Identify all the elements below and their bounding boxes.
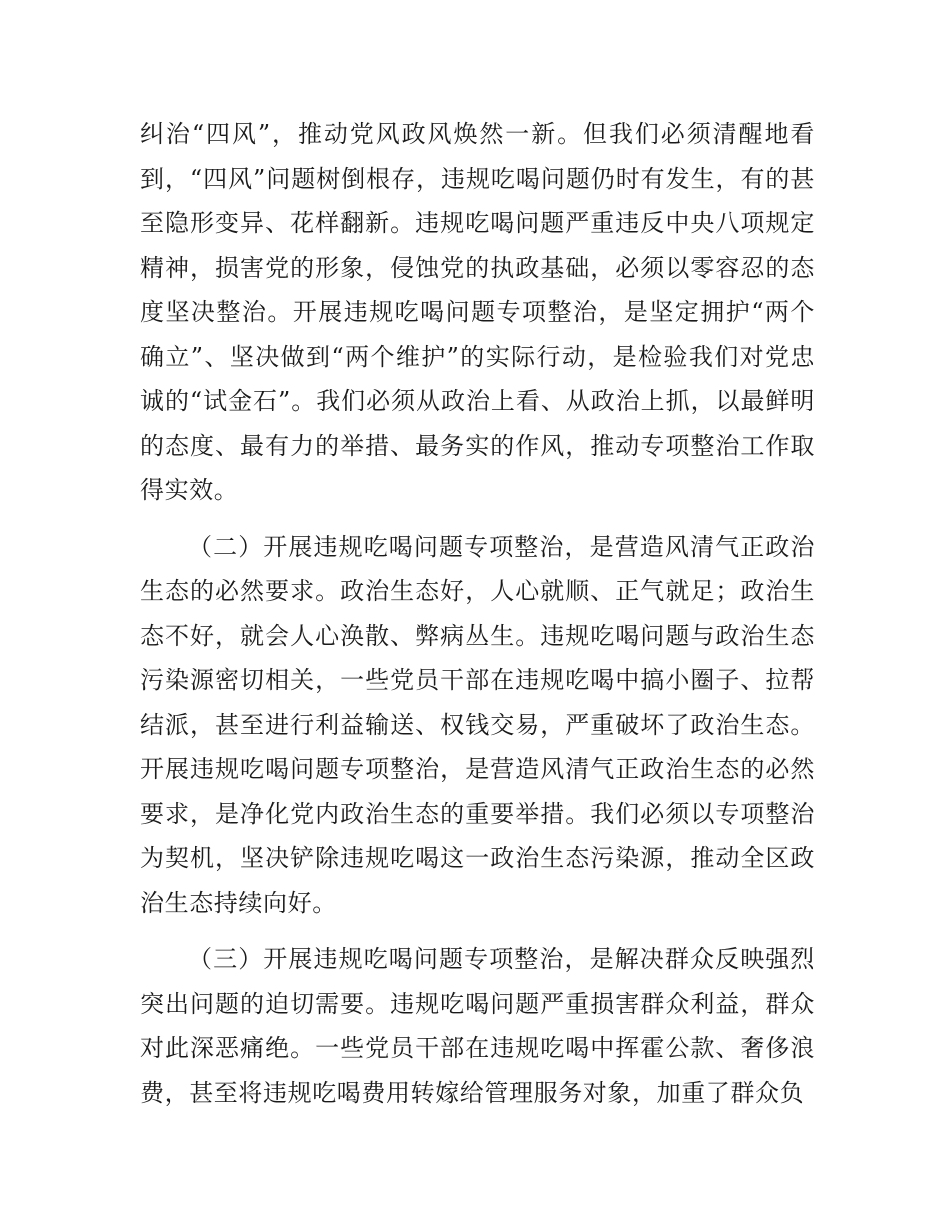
paragraph-section-three: （三）开展违规吃喝问题专项整治，是解决群众反映强烈突出问题的迫切需要。违规吃喝问题严重损害群众利益，群众对此深恶痛绝。一些党员干部在违规吃喝中挥霍公款、奢侈浪费，甚至将违规吃喝费用转嫁给管理服务对象，加重了群众负 <box>140 945 815 1107</box>
paragraph-continuation: 纠治“四风”，推动党风政风焕然一新。但我们必须清醒地看到，“四风”问题树倒根存，违规吃喝问题仍时有发生，有的甚至隐形变异、花样翻新。违规吃喝问题严重违反中央八项规定精神，损害党的形象，侵蚀党的执政基础，必须以零容忍的态度坚决整治。开展违规吃喝问题专项整治，是坚定拥护“两个确立”、坚决做到“两个维护”的实际行动，是检验我们对党忠诚的“试金石”。我们必须从政治上看、从政治上抓，以最鲜明的态度、最有力的举措、最务实的作风，推动专项整治工作取得实效。 <box>140 120 815 504</box>
document-body <box>140 112 815 1127</box>
paragraph-section-two: （二）开展违规吃喝问题专项整治，是营造风清气正政治生态的必然要求。政治生态好，人心就顺、正气就足；政治生态不好，就会人心涣散、弊病丛生。违规吃喝问题与政治生态污染源密切相关，一些党员干部在违规吃喝中搞小圈子、拉帮结派，甚至进行利益输送、权钱交易，严重破坏了政治生态。开展违规吃喝问题专项整治，是营造风清气正政治生态的必然要求，是净化党内政治生态的重要举措。我们必须以专项整治为契机，坚决铲除违规吃喝这一政治生态污染源，推动全区政治生态持续向好。 <box>140 532 815 917</box>
